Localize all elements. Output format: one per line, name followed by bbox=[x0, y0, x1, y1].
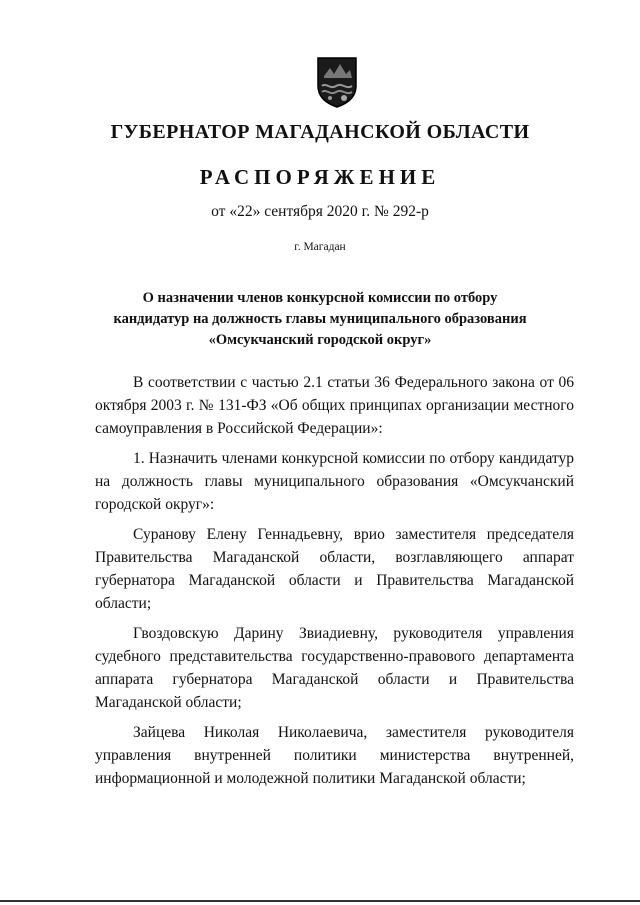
page-bottom-edge bbox=[0, 900, 640, 902]
document-city: г. Магадан bbox=[294, 241, 346, 253]
document-date: от «22» сентября 2020 г. № 292-р bbox=[211, 203, 429, 220]
body-paragraph: Суранову Елену Геннадьевну, врио заместителя председателя Правительства Магаданской области, возглавляющего аппарат губернатора Магаданской области и Правительства Магаданской области; bbox=[95, 526, 574, 612]
subject-line: кандидатур на должность главы муниципального образования bbox=[113, 311, 527, 327]
coat-of-arms-icon bbox=[316, 56, 358, 108]
subject-line: О назначении членов конкурсной комиссии по отбору bbox=[142, 290, 498, 306]
document-subject bbox=[80, 288, 560, 351]
body-paragraph: 1. Назначить членами конкурсной комиссии по отбору кандидатур на должность главы муниципального образования «Омсукчанский городской округ»: bbox=[95, 450, 574, 513]
body-paragraph: В соответствии с частью 2.1 статьи 36 Федерального закона от 06 октября 2003 г. № 131-ФЗ «Об общих принципах организации местного самоуправления в Российской Федерации»: bbox=[95, 374, 574, 437]
subject-line: «Омсукчанский городской округ» bbox=[208, 332, 432, 348]
body-paragraph: Зайцева Николая Николаевича, заместителя руководителя управления внутренней политики министерства внутренней, информационной и молодежной политики Магаданской области; bbox=[95, 724, 574, 787]
body-paragraph: Гвоздовскую Дарину Звиадиевну, руководителя управления судебного представительства государственно-правового департамента аппарата губернатора Магаданской области и Правительства Магаданской области; bbox=[95, 625, 574, 711]
page-title: ГУБЕРНАТОР МАГАДАНСКОЙ ОБЛАСТИ bbox=[110, 121, 530, 143]
document-type: РАСПОРЯЖЕНИЕ bbox=[199, 165, 441, 189]
document-body bbox=[95, 371, 574, 797]
